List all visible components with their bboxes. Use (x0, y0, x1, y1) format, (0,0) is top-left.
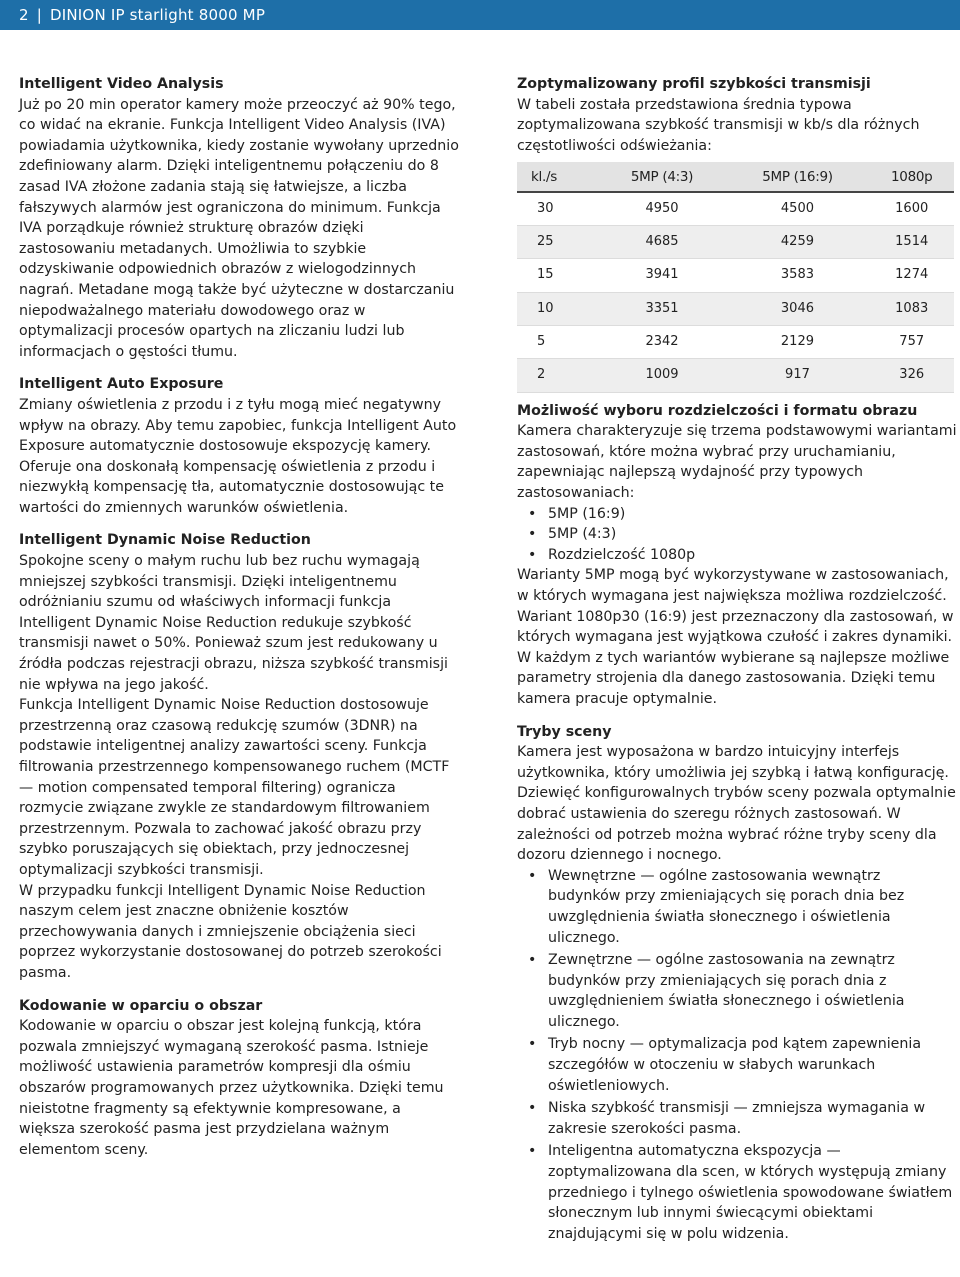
scene-mode-description: — optymalizacja pod kątem zapewnienia szczegółów w otoczeniu w słabych warunkach oświetleniowych. (548, 1036, 922, 1094)
section-resolution (517, 401, 957, 710)
list-item: • 5MP (4:3) (517, 524, 957, 545)
left-column (19, 74, 459, 1172)
header-separator: | (36, 6, 43, 24)
scene-mode-name: Tryb nocny (548, 1036, 626, 1053)
section-text: W przypadku funkcji Intelligent Dynamic Noise Reduction naszym celem jest znaczne obniżenie kosztów przechowywania danych i zmniejszenie obciążenia sieci poprzez wykorzystanie dostosowanej do potrzeb szerokości pasma. (19, 882, 442, 981)
table-header-cell: 5MP (4:3) (599, 162, 726, 192)
resolution-list (517, 504, 957, 566)
section-title: Intelligent Auto Exposure (19, 376, 224, 393)
table-header-cell: kl./s (517, 162, 599, 192)
table-cell: 1083 (869, 292, 954, 325)
section-scene-modes (517, 722, 957, 1245)
table-cell: 10 (517, 292, 599, 325)
list-item: • Rozdzielczość 1080p (517, 545, 957, 566)
section-title: Intelligent Dynamic Noise Reduction (19, 532, 311, 549)
list-item: • 5MP (16:9) (517, 504, 957, 525)
header-title: DINION IP starlight 8000 MP (50, 6, 266, 24)
table-row (517, 226, 954, 259)
scene-mode-name: Zewnętrzne (548, 952, 633, 969)
table-cell: 3046 (726, 292, 870, 325)
section-text: Spokojne sceny o małym ruchu lub bez ruchu wymagają mniejszej szybkości transmisji. Dzięki inteligentnemu odróżnianiu szumu od właściwych informacji funkcja Intelligent Dynamic Noise Reduction redukuje szybkość transmisji nawet o 50%. Ponieważ szum jest redukowany u źródła podczas rejestracji obrazu, niższa szybkość transmisji nie wpływa na jego jakość. (19, 553, 448, 693)
scene-mode-description: — zoptymalizowana dla scen, w których występują zmiany przedniego i tylnego oświetlenia spowodowane światłem słonecznym lub innymi świecącymi obiektami znajdującymi się w polu widzenia. (548, 1143, 953, 1242)
table-cell: 5 (517, 326, 599, 359)
table-cell: 4259 (726, 226, 870, 259)
section-text: Kamera charakteryzuje się trzema podstawowymi wariantami zastosowań, które można wybrać przy uruchamianiu, zapewniając najlepszą wydajność przy typowych zastosowaniach: (517, 423, 957, 502)
table-cell: 1274 (869, 259, 954, 292)
scene-mode-list (517, 866, 957, 1245)
section-title: Zoptymalizowany profil szybkości transmisji (517, 76, 871, 92)
table-cell: 2 (517, 359, 599, 392)
table-cell: 4685 (599, 226, 726, 259)
table-cell: 3583 (726, 259, 870, 292)
table-cell: 15 (517, 259, 599, 292)
table-cell: 917 (726, 359, 870, 392)
section-text: Kamera jest wyposażona w bardzo intuicyjny interfejs użytkownika, który umożliwia jej szybką i łatwą konfigurację. Dziewięć konfigurowalnych trybów sceny pozwala optymalnie dobrać ustawienia do szeregu różnych zastosowań. W zależności od potrzeb można wybrać różne tryby sceny dla dozoru dziennego i nocnego. (517, 744, 956, 864)
table-cell: 3351 (599, 292, 726, 325)
section-title: Tryby sceny (517, 723, 612, 740)
section-title: Intelligent Video Analysis (19, 76, 224, 92)
section-title: Możliwość wyboru rozdzielczości i formatu obrazu (517, 402, 918, 419)
bitrate-table (517, 162, 954, 392)
scene-mode-name: Inteligentna automatyczna ekspozycja (548, 1143, 822, 1160)
scene-mode-name: Wewnętrzne (548, 867, 636, 884)
table-cell: 1009 (599, 359, 726, 392)
table-cell: 2342 (599, 326, 726, 359)
section-text: Już po 20 min operator kamery może przeoczyć aż 90% tego, co widać na ekranie. Funkcja Intelligent Video Analysis (IVA) powiadamia użytkownika, kiedy zostanie wywołany uprzednio zdefiniowany alarm. Dzięki inteligentnemu połączeniu do 8 zasad IVA złożone zadania stają się łatwiejsze, a liczba fałszywych alarmów jest ograniczona do minimum. Funkcja IVA porządkuje również strukturę obrazów dzięki zastosowaniu metadanych. Umożliwia to szybkie odzyskiwanie odpowiednich obrazów z wielogodzinnych nagrań. Metadane mogą także być użyteczne w dostarczaniu niepodważalnego materiału dowodowego oraz w optymalizacji procesów opartych na zliczaniu ludzi lub informacjach o gęstości tłumu. (19, 96, 459, 360)
table-header-row (517, 162, 954, 192)
table-row (517, 359, 954, 392)
section-text: Zmiany oświetlenia z przodu i z tyłu mogą mieć negatywny wpływ na obrazy. Aby temu zapobiec, funkcja Intelligent Auto Exposure automatycznie dostosowuje ekspozycję kamery. Oferuje ona doskonałą kompensację oświetlenia z przodu i niezwykłą kompensację tła, automatycznie dostosowując te wartości do zmiennych warunków oświetlenia. (19, 396, 457, 516)
section-iae (19, 374, 459, 518)
table-row (517, 192, 954, 225)
table-cell: 326 (869, 359, 954, 392)
section-text: Kodowanie w oparciu o obszar jest kolejną funkcją, która pozwala zmniejszyć wymaganą szerokość pasma. Istnieje możliwość ustawienia parametrów kompresji dla ośmiu obszarów programowanych przez użytkownika. Dzięki temu nieistotne fragmenty są efektywnie kompresowane, a większa szerokość pasma jest przydzielana ważnym elementom sceny. (19, 1018, 444, 1158)
table-row (517, 292, 954, 325)
section-text: W każdym z tych wariantów wybierane są najlepsze możliwe parametry strojenia dla danego zastosowania. Dzięki temu kamera pracuje optymalnie. (517, 649, 950, 707)
section-bitrate (517, 74, 957, 393)
table-cell: 1600 (869, 192, 954, 225)
table-cell: 4500 (726, 192, 870, 225)
section-roi (19, 996, 459, 1161)
table-cell: 1514 (869, 226, 954, 259)
scene-mode-description: — zmniejsza wymagania w zakresie szerokości pasma. (548, 1100, 926, 1137)
page-header (0, 0, 960, 30)
page-number: 2 (19, 6, 29, 24)
list-item (517, 1141, 957, 1244)
table-row (517, 326, 954, 359)
section-text: Funkcja Intelligent Dynamic Noise Reduction dostosowuje przestrzenną oraz czasową redukcję szumów (3DNR) na podstawie inteligentnej analizy zawartości sceny. Funkcja filtrowania przestrzennego kompensowanego ruchem (MCTF — motion compensated temporal filtering) ogranicza rozmycie związane zwykle ze standardowym filtrowaniem przestrzennym. Pozwala to zachować jakość obrazu przy szybko poruszających się obiektach, przy jednoczesnej optymalizacji szybkości transmisji. (19, 697, 450, 878)
table-cell: 25 (517, 226, 599, 259)
scene-mode-name: Niska szybkość transmisji (548, 1100, 729, 1117)
section-text: Warianty 5MP mogą być wykorzystywane w zastosowaniach, w których wymagana jest największa możliwa rozdzielczość. Wariant 1080p30 (16:9) jest przeznaczony dla zastosowań, w których wymagana jest wyjątkowa czułość i zakres dynamiki. (517, 567, 954, 646)
section-iva (19, 74, 459, 362)
list-item (517, 866, 957, 948)
table-header-cell: 5MP (16:9) (726, 162, 870, 192)
table-row (517, 259, 954, 292)
table-cell: 30 (517, 192, 599, 225)
table-cell: 2129 (726, 326, 870, 359)
list-item (517, 1034, 957, 1096)
scene-mode-description: — ogólne zastosowania na zewnątrz budynków przy zmieniających się porach dnia z uwzględnieniem światła słonecznego i oświetlenia ulicznego. (548, 952, 905, 1030)
table-cell: 4950 (599, 192, 726, 225)
table-header-cell: 1080p (869, 162, 954, 192)
list-item (517, 950, 957, 1032)
section-title: Kodowanie w oparciu o obszar (19, 997, 263, 1014)
table-cell: 757 (869, 326, 954, 359)
section-text: W tabeli została przedstawiona średnia typowa zoptymalizowana szybkość transmisji w kb/s dla różnych częstotliwości odświeżania: (517, 96, 920, 154)
right-column (517, 74, 957, 1256)
table-cell: 3941 (599, 259, 726, 292)
section-idnr (19, 530, 459, 983)
list-item (517, 1098, 957, 1139)
scene-mode-description: — ogólne zastosowania wewnątrz budynków przy zmieniających się porach dnia bez uwzględnienia światła słonecznego i oświetlenia ulicznego. (548, 867, 905, 946)
